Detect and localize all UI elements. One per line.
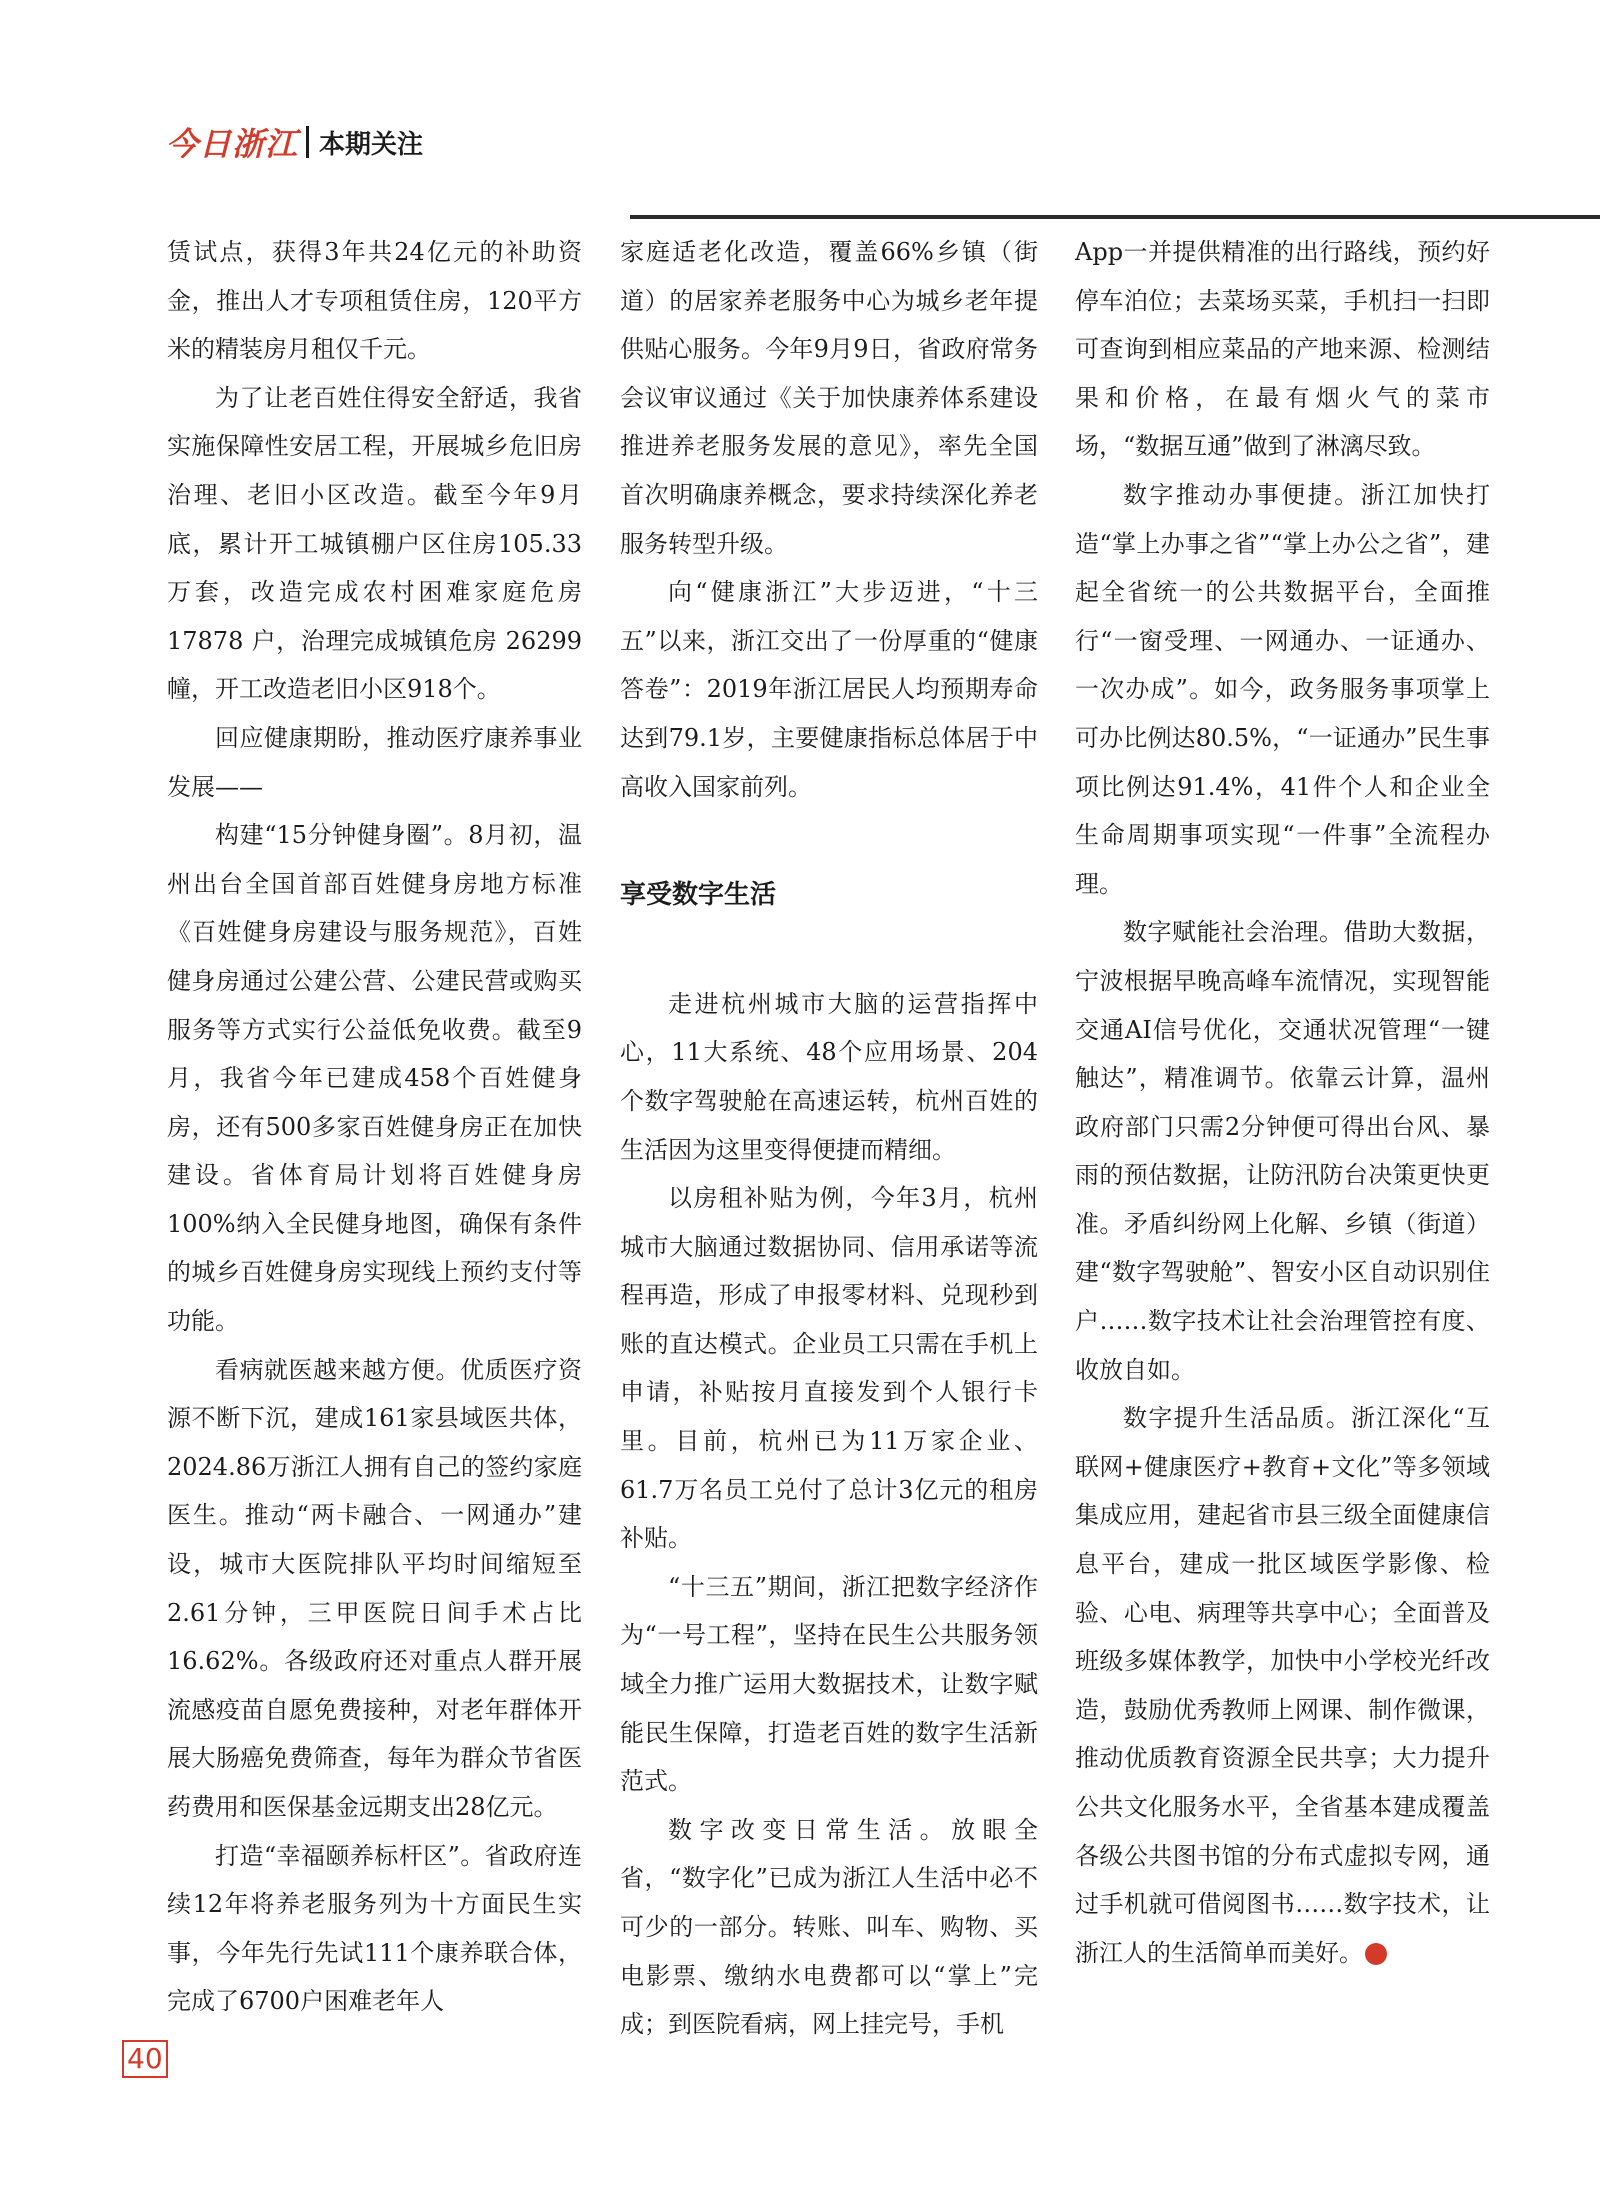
paragraph: 构建“15分钟健身圈”。8月初，温州出台全国首部百姓健身房地方标准《百姓健身房建设与服务规范》，百姓健身房通过公建公营、公建民营或购买服务等方式实行公益低免收费。截至9月，我省今年已建成458个百姓健身房，还有500多家百姓健身房正在加快建设。省体育局计划将百姓健身房100%纳入全民健身地图，确保有条件的城乡百姓健身房实现线上预约支付等功能。 xyxy=(167,821,582,1336)
article-end-icon: • xyxy=(1365,1943,1387,1965)
magazine-logo: 今日浙江 xyxy=(166,125,299,163)
paragraph: 向“健康浙江”大步迈进，“十三五”以来，浙江交出了一份厚重的“健康答卷”：2019年浙江居民人均预期寿命达到79.1岁，主要健康指标总体居于中高收入国家前列。 xyxy=(620,578,1038,801)
paragraph: 家庭适老化改造，覆盖66%乡镇（街道）的居家养老服务中心为城乡老年提供贴心服务。今年9月9日，省政府常务会议审议通过《关于加快康养体系建设推进养老服务发展的意见》，率先全国首次明确康养概念，要求持续深化养老服务转型升级。 xyxy=(620,238,1038,558)
column-3 xyxy=(1075,228,1490,1977)
subheading: 享受数字生活 xyxy=(620,880,777,911)
paragraph: 以房租补贴为例，今年3月，杭州城市大脑通过数据协同、信用承诺等流程再造，形成了申报零材料、兑现秒到账的直达模式。企业员工只需在手机上申请，补贴按月直接发到个人银行卡里。目前，杭州已为11万家企业、61.7万名员工兑付了总计3亿元的租房补贴。 xyxy=(620,1184,1038,1553)
paragraph: 为了让老百姓住得安全舒适，我省实施保障性安居工程，开展城乡危旧房治理、老旧小区改造。截至今年9月底，累计开工城镇棚户区住房105.33万套，改造完成农村困难家庭危房 17878 户，治理完成城镇危房 26299幢，开工改造老旧小区918个。 xyxy=(167,383,582,704)
paragraph: 看病就医越来越方便。优质医疗资源不断下沉，建成161家县域医共体，2024.86万浙江人拥有自己的签约家庭医生。推动“两卡融合、一网通办”建设，城市大医院排队平均时间缩短至2.61分钟，三甲医院日间手术占比16.62%。各级政府还对重点人群开展流感疫苗自愿免费接种，对老年群体开展大肠癌免费筛查，每年为群众节省医药费用和医保基金远期支出28亿元。 xyxy=(167,1355,582,1821)
column-2 xyxy=(620,228,1038,2049)
paragraph: App一并提供精准的出行路线，预约好停车泊位；去菜场买菜，手机扫一扫即可查询到相应菜品的产地来源、检测结果和价格，在最有烟火气的菜市场，“数据互通”做到了淋漓尽致。 xyxy=(1075,238,1490,461)
column-1 xyxy=(167,228,582,2026)
top-rule xyxy=(630,215,1600,219)
paragraph: 数字推动办事便捷。浙江加快打造“掌上办事之省”“掌上办公之省”，建起全省统一的公共数据平台，全面推行“一窗受理、一网通办、一证通办、一次办成”。如今，政务服务事项掌上可办比例达80.5%，“一证通办”民生事项比例达91.4%，41件个人和企业全生命周期事项实现“一件事”全流程办理。 xyxy=(1075,480,1490,898)
section-title: 本期关注 xyxy=(319,129,424,160)
paragraph: “十三五”期间，浙江把数字经济作为“一号工程”，坚持在民生公共服务领域全力推广运用大数据技术，让数字赋能民生保障，打造老百姓的数字生活新范式。 xyxy=(620,1572,1038,1796)
page-number: 40 xyxy=(122,2040,168,2078)
paragraph: 数字改变日常生活。放眼全省，“数字化”已成为浙江人生活中必不可少的一部分。转账、叫车、购物、买电影票、缴纳水电费都可以“掌上”完成；到医院看病，网上挂完号，手机 xyxy=(620,1815,1038,2039)
paragraph: 走进杭州城市大脑的运营指挥中心，11大系统、48个应用场景、204个数字驾驶舱在高速运转，杭州百姓的生活因为这里变得便捷而精细。 xyxy=(620,989,1038,1164)
paragraph: 数字赋能社会治理。借助大数据，宁波根据早晚高峰车流情况，实现智能交通AI信号优化，交通状况管理“一键触达”，精准调节。依靠云计算，温州政府部门只需2分钟便可得出台风、暴雨的预估数据，让防汛防台决策更快更准。矛盾纠纷网上化解、乡镇（街道）建“数字驾驶舱”、智安小区自动识别住户……数字技术让社会治理管控有度、收放自如。 xyxy=(1075,918,1490,1384)
paragraph: 赁试点，获得3年共24亿元的补助资金，推出人才专项租赁住房，120平方米的精装房月租仅千元。 xyxy=(167,238,582,364)
header-divider xyxy=(306,126,309,158)
paragraph: 打造“幸福颐养标杆区”。省政府连续12年将养老服务列为十方面民生实事，今年先行先试111个康养联合体，完成了6700户困难老年人 xyxy=(167,1841,582,2016)
paragraph: 数字提升生活品质。浙江深化“互联网+健康医疗+教育+文化”等多领域集成应用，建起省市县三级全面健康信息平台，建成一批区域医学影像、检验、心电、病理等共享中心；全面普及班级多媒体教学，加快中小学校光纤改造，鼓励优秀教师上网课、制作微课，推动优质教育资源全民共享；大力提升公共文化服务水平，全省基本建成覆盖各级公共图书馆的分布式虚拟专网，通过手机就可借阅图书……数字技术，让浙江人的生活简单而美好。 • xyxy=(1075,1404,1490,1967)
page-header xyxy=(166,118,423,166)
paragraph: 回应健康期盼，推动医疗康养事业发展—— xyxy=(167,723,582,801)
